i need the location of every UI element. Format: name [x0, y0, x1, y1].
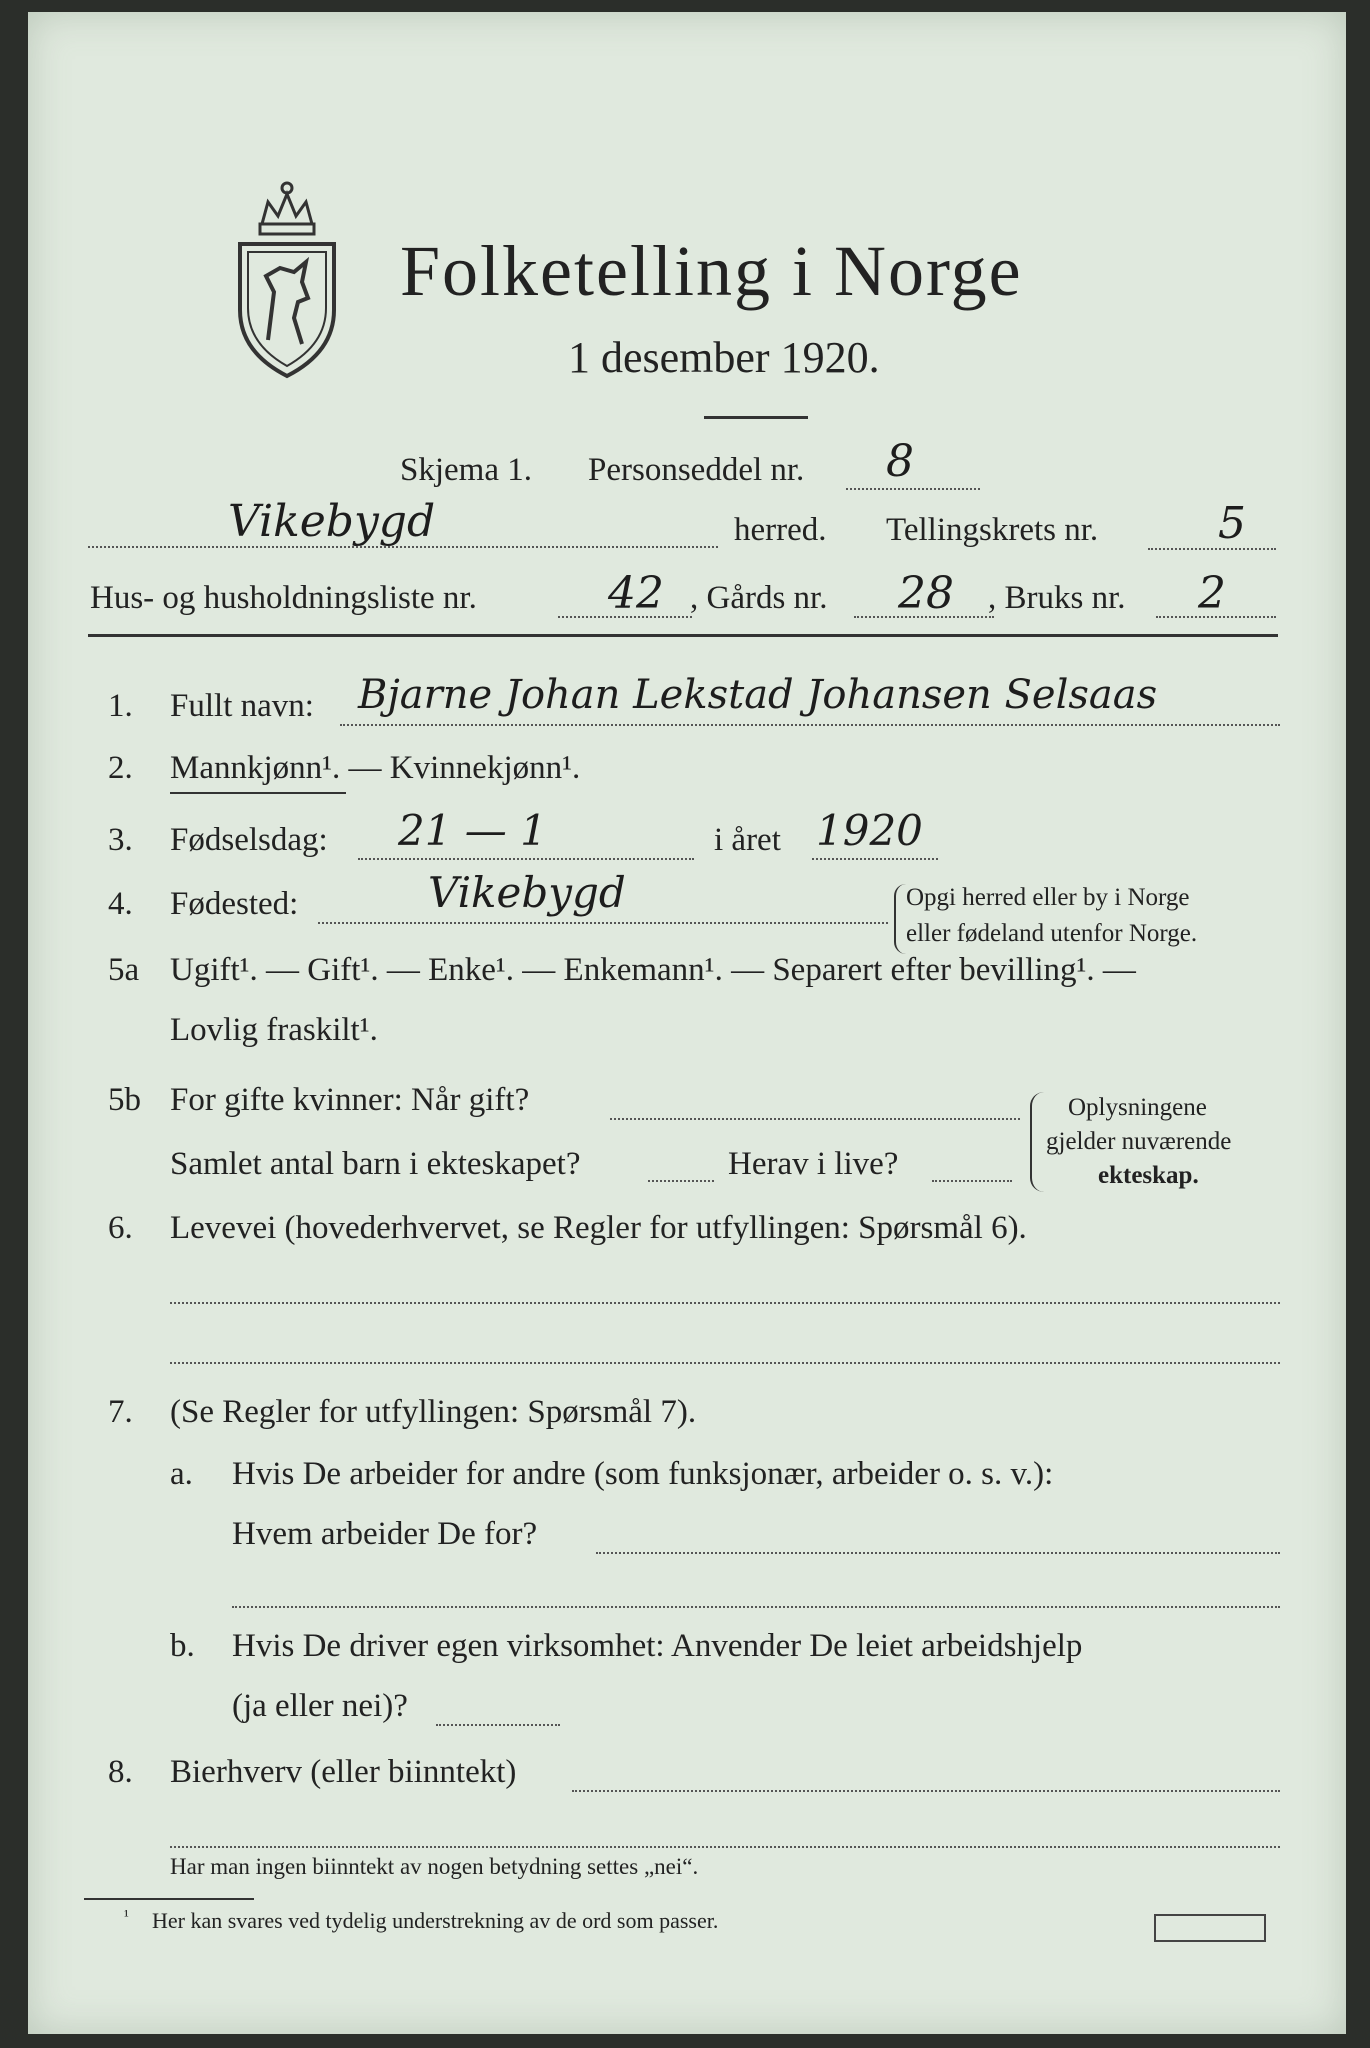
q4-note-brace [894, 884, 906, 954]
q4-note-line2: eller fødeland utenfor Norge. [906, 920, 1198, 947]
q5b-note-brace [1030, 1092, 1044, 1192]
q5b-note-line2: gjelder nuværende [1046, 1128, 1232, 1155]
tellingskrets-value: 5 [1218, 498, 1246, 549]
printer-stamp [1154, 1914, 1266, 1942]
q7a-line-2[interactable] [232, 1606, 1280, 1608]
header-divider [88, 634, 1278, 637]
q3-line[interactable] [358, 858, 694, 860]
q5b-alive-label: Herav i live? [728, 1146, 899, 1182]
footnote-mark: ¹ [124, 1908, 129, 1925]
q8-line-2[interactable] [170, 1846, 1280, 1848]
q5a-label-continued: Lovlig fraskilt¹. [170, 1012, 378, 1048]
census-form-page [28, 12, 1346, 2034]
q3-value: 21 — 1 [398, 806, 547, 855]
form-date: 1 desember 1920. [568, 333, 880, 382]
q7a-label-continued: Hvem arbeider De for? [232, 1516, 538, 1552]
gards-value: 28 [898, 568, 954, 619]
biinntekt-note: Har man ingen biinntekt av nogen betydning settes „nei“. [170, 1854, 699, 1879]
q2-label: Mannkjønn¹. — Kvinnekjønn¹. [170, 750, 581, 786]
q7b-line[interactable] [436, 1724, 560, 1726]
personseddel-label: Personseddel nr. [588, 452, 805, 488]
q6-label: Levevei (hovederhvervet, se Regler for utfyllingen: Spørsmål 6). [170, 1210, 1027, 1246]
skjema-label: Skjema 1. [400, 452, 532, 488]
q7a-label: Hvis De arbeider for andre (som funksjonær, arbeider o. s. v.): [232, 1456, 1054, 1492]
q7b-number: b. [170, 1628, 195, 1664]
q5b-alive-line[interactable] [932, 1180, 1012, 1182]
title-divider [704, 416, 808, 419]
tellingskrets-label: Tellingskrets nr. [886, 512, 1099, 548]
personseddel-value: 8 [886, 436, 914, 487]
tellingskrets-line[interactable] [1148, 548, 1276, 550]
q7a-line-1[interactable] [596, 1552, 1280, 1554]
q3-label: Fødselsdag: [170, 822, 328, 858]
q3-number: 3. [108, 822, 133, 858]
q4-line[interactable] [318, 922, 888, 924]
footnote-divider [84, 1898, 254, 1900]
bruks-label: , Bruks nr. [988, 580, 1126, 616]
q5b-married-line[interactable] [610, 1118, 1020, 1120]
q7-label: (Se Regler for utfyllingen: Spørsmål 7). [170, 1394, 697, 1430]
q3-year-line[interactable] [812, 858, 938, 860]
hus-label: Hus- og husholdningsliste nr. [90, 580, 477, 616]
q4-note-line1: Opgi herred eller by i Norge [906, 884, 1190, 911]
form-title: Folketelling i Norge [400, 231, 1023, 311]
footnote-text: Her kan svares ved tydelig understrekning av de ord som passer. [152, 1908, 719, 1933]
q1-value: Bjarne Johan Lekstad Johansen Selsaas [358, 672, 1158, 718]
q7b-label-continued: (ja eller nei)? [232, 1688, 408, 1724]
q2-number: 2. [108, 750, 133, 786]
q5b-note-line1: Oplysningene [1068, 1094, 1207, 1121]
hus-value: 42 [608, 568, 664, 619]
herred-label: herred. [734, 512, 827, 548]
personseddel-line[interactable] [846, 488, 980, 490]
q3-year-value: 1920 [816, 806, 923, 855]
q5b-note-line3: ekteskap. [1098, 1162, 1199, 1189]
herred-value: Vikebygd [228, 496, 436, 547]
q7b-label: Hvis De driver egen virksomhet: Anvender De leiet arbeidshjelp [232, 1628, 1083, 1664]
q7-number: 7. [108, 1394, 133, 1430]
q6-number: 6. [108, 1210, 133, 1246]
q6-line-1[interactable] [170, 1302, 1280, 1304]
q5b-number: 5b [108, 1082, 141, 1118]
q1-label: Fullt navn: [170, 688, 314, 724]
bruks-value: 2 [1198, 568, 1226, 619]
q8-label: Bierhverv (eller biinntekt) [170, 1754, 517, 1790]
q4-label: Fødested: [170, 886, 299, 922]
q5a-number: 5a [108, 952, 140, 988]
q8-line-1[interactable] [572, 1790, 1280, 1792]
gards-label: , Gårds nr. [690, 580, 828, 616]
q5a-label: Ugift¹. — Gift¹. — Enke¹. — Enkemann¹. — Separert efter bevilling¹. — [170, 952, 1136, 988]
q4-value: Vikebygd [428, 868, 626, 917]
q4-number: 4. [108, 886, 133, 922]
q5b-children-line[interactable] [648, 1180, 714, 1182]
q5b-label: For gifte kvinner: Når gift? [170, 1082, 530, 1118]
coat-of-arms-icon [228, 172, 346, 382]
q2-underline [170, 792, 346, 794]
q6-line-2[interactable] [170, 1362, 1280, 1364]
q1-line[interactable] [340, 724, 1280, 726]
q7a-number: a. [170, 1456, 193, 1492]
q8-number: 8. [108, 1754, 133, 1790]
q3-year-label: i året [714, 822, 781, 858]
q1-number: 1. [108, 688, 133, 724]
q5b-children-label: Samlet antal barn i ekteskapet? [170, 1146, 581, 1182]
